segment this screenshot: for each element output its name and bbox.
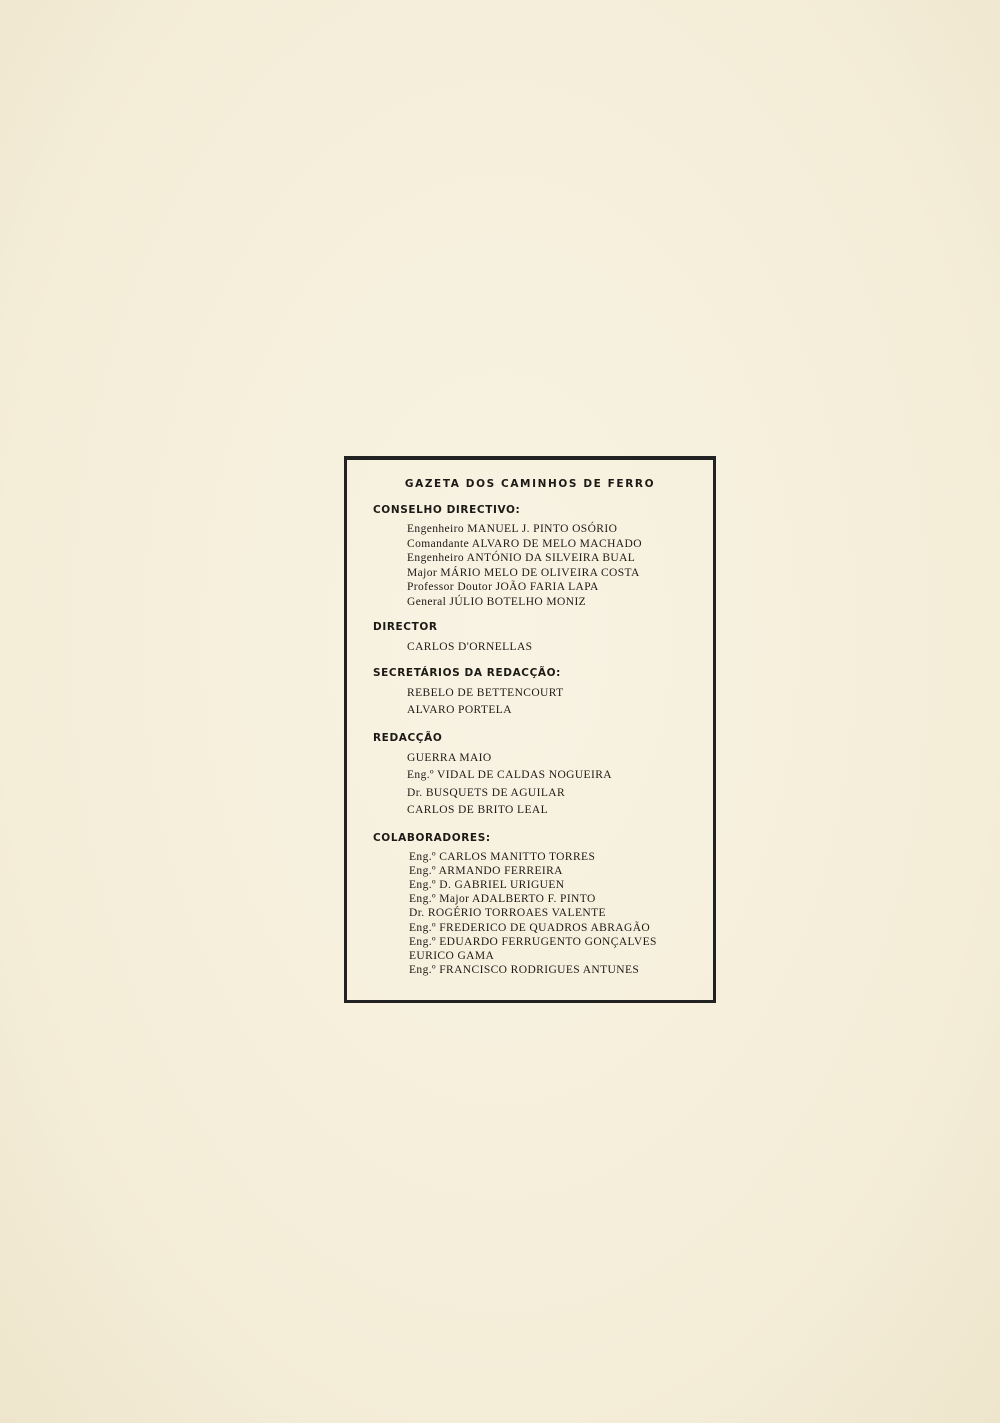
- member-list: [407, 522, 713, 609]
- member-entry: Professor Doutor JOÃO FARIA LAPA: [407, 581, 599, 593]
- member-entry: ALVARO PORTELA: [407, 704, 512, 716]
- member-list: [407, 639, 713, 657]
- member-entry: REBELO DE BETTENCOURT: [407, 686, 564, 699]
- member-list: [407, 685, 713, 720]
- member-entry: Engenheiro MANUEL J. PINTO OSÓRIO: [407, 523, 618, 535]
- member-entry: Dr. BUSQUETS DE AGUILAR: [407, 786, 566, 799]
- member-entry: Major MÁRIO MELO DE OLIVEIRA COSTA: [407, 566, 640, 579]
- section-secretarios: [373, 667, 713, 720]
- member-entry: Eng.º VIDAL DE CALDAS NOGUEIRA: [407, 769, 612, 781]
- member-entry: Eng.º D. GABRIEL URIGUEN: [409, 878, 565, 891]
- section-redaccao: [373, 732, 713, 820]
- member-entry: Eng.º FREDERICO DE QUADROS ABRAGÃO: [409, 921, 651, 934]
- section-colaboradores: [373, 832, 713, 978]
- member-entry: CARLOS D'ORNELLAS: [407, 641, 533, 653]
- member-entry: GUERRA MAIO: [407, 751, 492, 764]
- member-entry: EURICO GAMA: [409, 949, 495, 962]
- member-entry: Comandante ALVARO DE MELO MACHADO: [407, 537, 642, 550]
- member-entry: Eng.º FRANCISCO RODRIGUES ANTUNES: [409, 964, 640, 977]
- member-list: [407, 750, 713, 820]
- member-entry: Engenheiro ANTÓNIO DA SILVEIRA BUAL: [407, 552, 636, 564]
- member-entry: General JÚLIO BOTELHO MONIZ: [407, 595, 587, 608]
- member-entry: CARLOS DE BRITO LEAL: [407, 804, 548, 816]
- section-heading: COLABORADORES:: [373, 831, 491, 844]
- section-conselho-directivo: [373, 504, 713, 609]
- member-entry: Eng.º ARMANDO FERREIRA: [409, 864, 563, 877]
- member-entry: Eng.º Major ADALBERTO F. PINTO: [409, 893, 596, 906]
- section-director: [373, 621, 713, 657]
- member-list: [409, 850, 713, 978]
- publication-title: GAZETA DOS CAMINHOS DE FERRO: [404, 478, 656, 490]
- member-entry: Eng.º EDUARDO FERRUGENTO GONÇALVES: [409, 935, 657, 948]
- member-entry: Dr. ROGÉRIO TORROAES VALENTE: [409, 907, 606, 920]
- member-entry: Eng.º CARLOS MANITTO TORRES: [409, 850, 596, 863]
- section-heading: REDACÇÃO: [373, 731, 443, 744]
- section-heading: DIRECTOR: [373, 621, 438, 633]
- section-heading: SECRETÁRIOS DA REDACÇÃO:: [373, 666, 561, 679]
- masthead-box: [344, 456, 716, 1003]
- section-heading: CONSELHO DIRECTIVO:: [373, 504, 521, 516]
